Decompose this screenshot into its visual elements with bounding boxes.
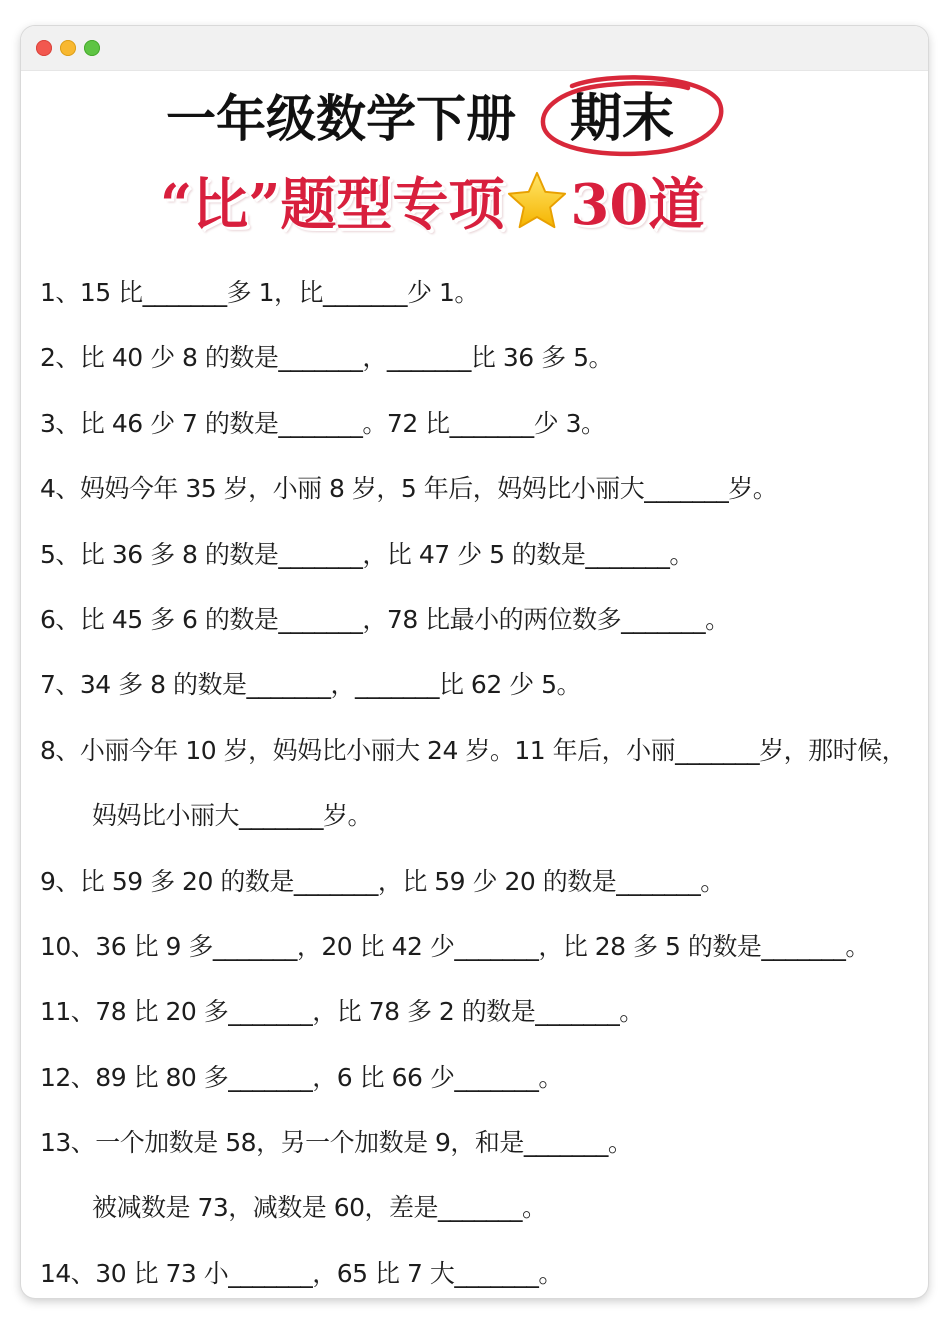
question-2: 2、比 40 少 8 的数是_______，_______比 36 多 5。 [40,343,613,373]
question-7: 7、34 多 8 的数是_______，_______比 62 少 5。 [40,670,582,700]
question-list [40,264,920,1310]
question-9: 9、比 59 多 20 的数是_______，比 59 少 20 的数是_______。 [40,866,725,896]
question-1: 1、15 比_______多 1，比_______少 1。 [40,278,479,307]
close-button[interactable] [36,40,52,56]
window-titlebar [21,26,928,71]
page-title [0,86,950,156]
title-highlight: 期末 [570,89,675,149]
star-icon [506,170,568,232]
question-8-continued: 妈妈比小丽大_______岁。 [92,801,373,831]
subtitle-text: “比”题型专项 [160,172,505,238]
question-11: 11、78 比 20 多_______，比 78 多 2 的数是_______。 [40,997,644,1027]
question-8: 8、小丽今年 10 岁，妈妈比小丽大 24 岁。11 年后，小丽_______岁，那时候， [40,735,907,765]
page-subtitle [160,168,704,242]
highlight-circle-icon [538,70,728,162]
minimize-button[interactable] [60,40,76,56]
question-5: 5、比 36 多 8 的数是_______，比 47 少 5 的数是_______。 [40,539,694,569]
subtitle-count: 30道 [570,172,705,238]
question-14: 14、30 比 73 小_______，65 比 7 大_______。 [40,1258,563,1288]
question-10: 10、36 比 9 多_______，20 比 42 少_______，比 28 多 5 的数是_______。 [40,931,870,961]
question-13: 13、一个加数是 58，另一个加数是 9，和是_______。 [40,1128,633,1158]
question-4: 4、妈妈今年 35 岁，小丽 8 岁，5 年后，妈妈比小丽大_______岁。 [40,474,778,504]
title-main: 一年级数学下册 [166,90,516,148]
question-12: 12、89 比 80 多_______，6 比 66 少_______。 [40,1062,563,1092]
question-13-continued: 被减数是 73，减数是 60，差是_______。 [92,1193,547,1223]
question-6: 6、比 45 多 6 的数是_______，78 比最小的两位数多_______。 [40,604,730,634]
question-3: 3、比 46 少 7 的数是_______。72 比_______少 3。 [40,408,606,438]
zoom-button[interactable] [84,40,100,56]
